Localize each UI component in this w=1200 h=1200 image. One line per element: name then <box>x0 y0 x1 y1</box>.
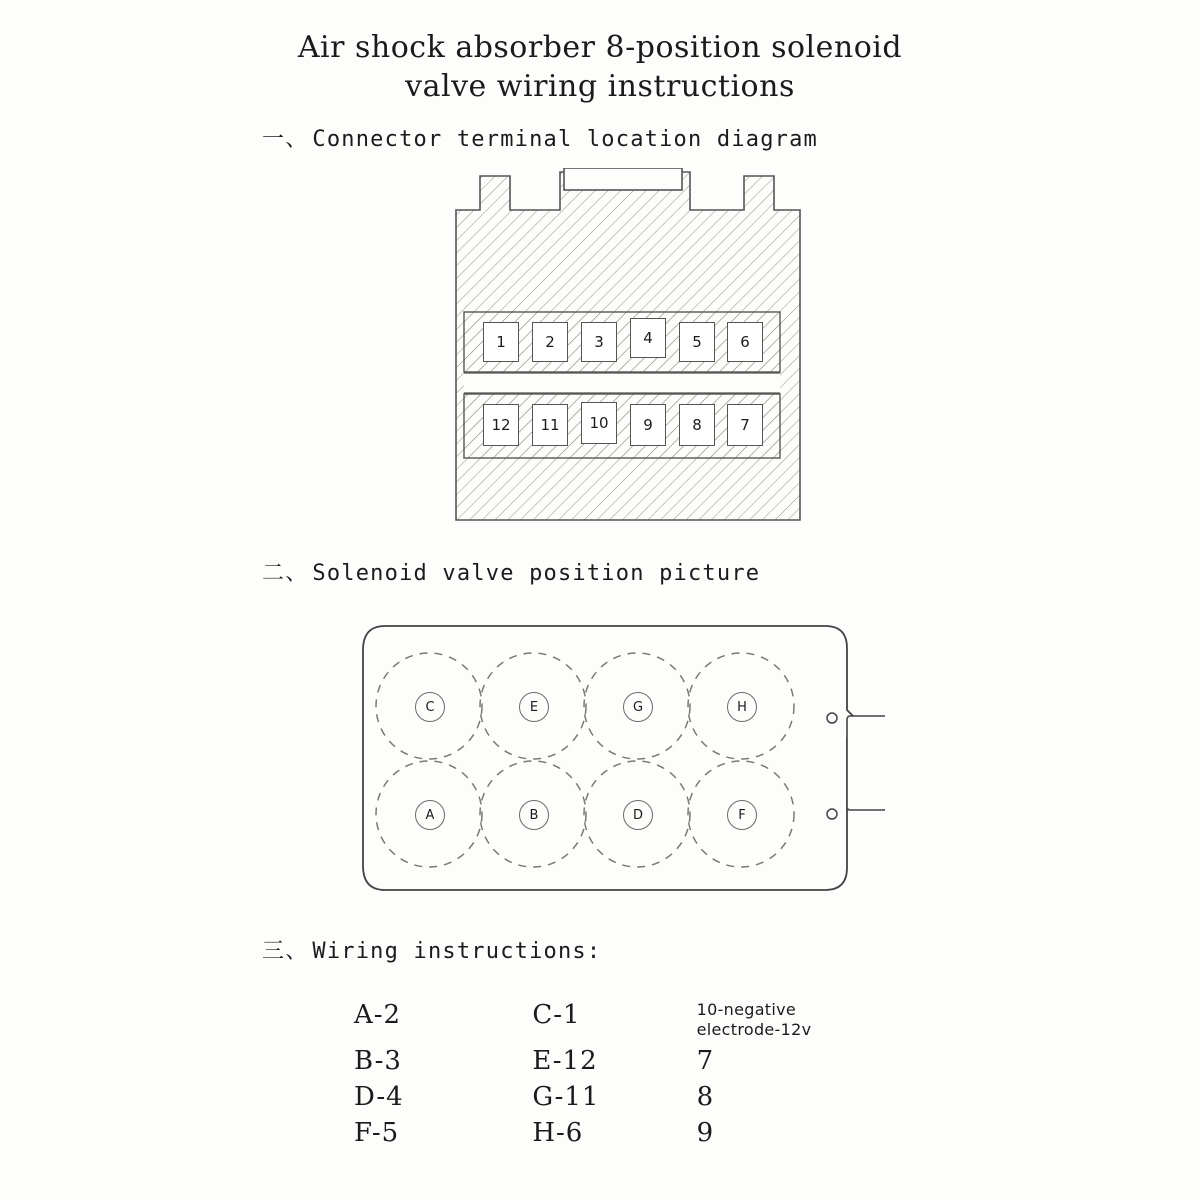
section-2-label: Solenoid valve position picture <box>312 561 761 586</box>
valve-label: B <box>519 800 549 830</box>
bleed-through-artifact <box>720 968 729 996</box>
connector-pin: 12 <box>483 404 519 446</box>
valve-label: A <box>415 800 445 830</box>
wiring-instructions-table <box>340 1000 860 1154</box>
solenoid-outline-svg <box>355 618 885 898</box>
section-1-mark: 一、 <box>262 127 309 152</box>
wiring-cell: C-1 <box>532 1000 581 1030</box>
connector-pin: 6 <box>727 322 763 362</box>
table-row <box>340 1082 860 1112</box>
wiring-note-line-2: electrode-12v <box>696 1020 812 1039</box>
wiring-cell: H-6 <box>532 1118 584 1148</box>
wiring-cell: D-4 <box>354 1082 404 1112</box>
valve-label: E <box>519 692 549 722</box>
section-heading-connector <box>262 122 818 153</box>
wiring-cell: 7 <box>696 1046 715 1076</box>
section-3-mark: 三、 <box>262 939 309 964</box>
connector-pin: 8 <box>679 404 715 446</box>
connector-pin: 9 <box>630 404 666 446</box>
page-title-line-1: Air shock absorber 8-position solenoid <box>297 30 903 65</box>
connector-pin: 5 <box>679 322 715 362</box>
valve-label: H <box>727 692 757 722</box>
table-row <box>340 1118 860 1148</box>
table-row <box>340 1046 860 1076</box>
section-2-mark: 二、 <box>262 561 309 586</box>
solenoid-valve-position-picture <box>355 618 885 898</box>
section-3-label: Wiring instructions: <box>312 939 602 964</box>
connector-terminal-diagram <box>452 168 804 524</box>
page-title <box>0 28 1200 106</box>
wiring-note <box>687 1000 860 1040</box>
section-1-label: Connector terminal location diagram <box>312 127 818 152</box>
valve-label: D <box>623 800 653 830</box>
connector-pin: 7 <box>727 404 763 446</box>
valve-label: F <box>727 800 757 830</box>
valve-label: C <box>415 692 445 722</box>
wiring-note-line-1: 10-negative <box>696 1000 797 1019</box>
wiring-cell: F-5 <box>354 1118 400 1148</box>
connector-pin: 3 <box>581 322 617 362</box>
section-heading-solenoid <box>262 556 760 587</box>
page-title-line-2: valve wiring instructions <box>405 69 795 104</box>
connector-pin: 10 <box>581 402 617 444</box>
wiring-cell: E-12 <box>532 1046 598 1076</box>
connector-pin: 1 <box>483 322 519 362</box>
wiring-cell: B-3 <box>354 1046 402 1076</box>
table-row <box>340 1000 860 1040</box>
connector-pin: 2 <box>532 322 568 362</box>
connector-pin: 11 <box>532 404 568 446</box>
valve-label: G <box>623 692 653 722</box>
wiring-cell: G-11 <box>532 1082 600 1112</box>
wiring-cell: 9 <box>696 1118 715 1148</box>
connector-pin: 4 <box>630 318 666 358</box>
wiring-cell: 8 <box>696 1082 715 1112</box>
section-heading-wiring <box>262 934 601 965</box>
wiring-cell: A-2 <box>354 1000 402 1030</box>
